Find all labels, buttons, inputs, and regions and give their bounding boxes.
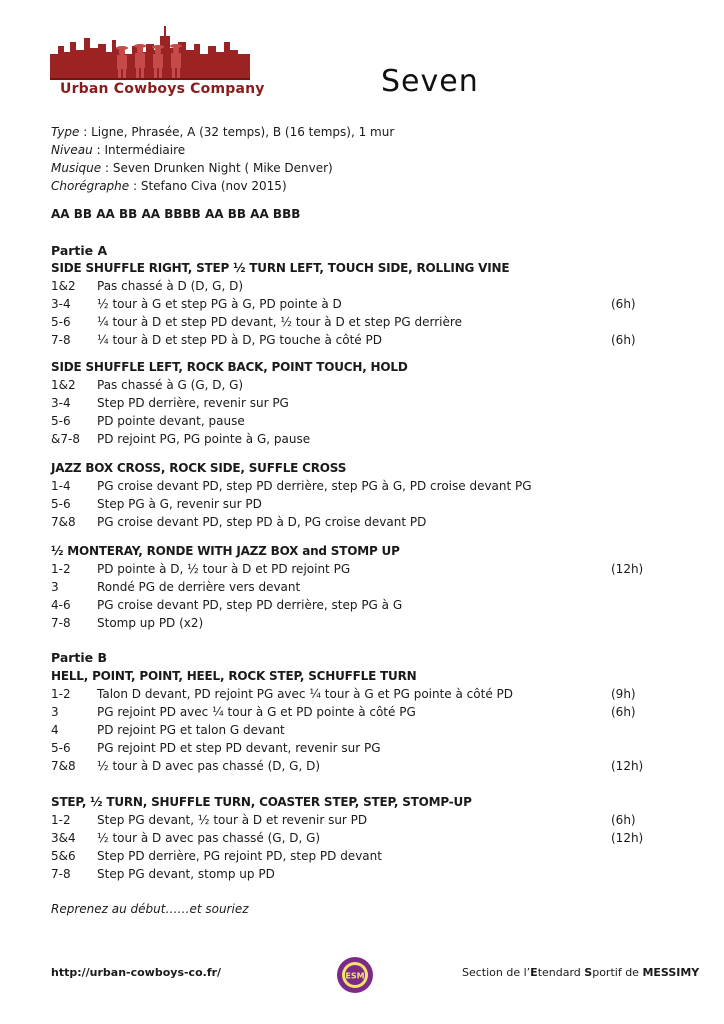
dance-sequence: AA BB AA BB AA BBBB AA BB AA BBB: [51, 207, 301, 221]
section-side-shuffle-left: [51, 358, 671, 448]
step-row: 3&4 ½ tour à D avec pas chassé (G, D, G) (12h): [51, 831, 644, 845]
section-title: SIDE SHUFFLE RIGHT, STEP ½ TURN LEFT, TOUCH SIDE, ROLLING VINE: [51, 261, 510, 275]
info-music: Musique : Seven Drunken Night ( Mike Denver): [51, 161, 333, 175]
esm-emblem: [335, 955, 375, 995]
footer-website-link[interactable]: http://urban-cowboys-co.fr/: [51, 966, 222, 979]
step-row: 5-6 Step PG à G, revenir sur PD: [51, 497, 262, 511]
esm-label: ESM: [345, 971, 365, 981]
part-a: [51, 243, 671, 349]
step-row: 1&2 Pas chassé à G (G, D, G): [51, 378, 244, 392]
step-row: 3 PG rejoint PD avec ¼ tour à G et PD pointe à côté PG (6h): [51, 705, 636, 719]
section-title: SIDE SHUFFLE LEFT, ROCK BACK, POINT TOUCH, HOLD: [51, 360, 408, 374]
step-row: 3-4 ½ tour à G et step PG à G, PD pointe à D (6h): [51, 297, 636, 311]
info-level: Niveau : Intermédiaire: [51, 143, 186, 157]
step-row: 5-6 PG rejoint PD et step PD devant, revenir sur PG: [51, 741, 381, 755]
part-b-title: Partie B: [51, 650, 108, 665]
step-row: 3 Rondé PG de derrière vers devant: [51, 580, 301, 594]
step-row: 7-8 ¼ tour à D et step PD à D, PG touche à côté PD (6h): [51, 333, 636, 347]
step-row: 5-6 ¼ tour à D et step PD devant, ½ tour à D et step PG derrière: [51, 315, 462, 329]
info-choreographer: Chorégraphe : Stefano Civa (nov 2015): [51, 179, 287, 193]
company-name: Urban Cowboys Company: [60, 81, 265, 97]
skyline-cowboys-graphic: [50, 24, 250, 80]
section-title: JAZZ BOX CROSS, ROCK SIDE, SUFFLE CROSS: [51, 461, 347, 475]
step-row: 1-2 PD pointe à D, ½ tour à D et PD rejoint PG (12h): [51, 562, 644, 576]
step-row: 7&8 PG croise devant PD, step PD à D, PG croise devant PD: [51, 515, 427, 529]
closing-note: Reprenez au début……et souriez: [51, 902, 249, 916]
section-jazz-box-cross: [51, 459, 671, 531]
step-row: 5&6 Step PD derrière, PG rejoint PD, step PD devant: [51, 849, 382, 863]
step-row: &7-8 PD rejoint PG, PG pointe à G, pause: [51, 432, 311, 446]
dance-info: [51, 123, 394, 195]
step-row: 5-6 PD pointe devant, pause: [51, 414, 245, 428]
company-logo: [50, 24, 265, 102]
step-row: 4 PD rejoint PG et talon G devant: [51, 723, 285, 737]
section-title: STEP, ½ TURN, SHUFFLE TURN, COASTER STEP, STEP, STOMP-UP: [51, 795, 472, 809]
step-row: 1-2 Talon D devant, PD rejoint PG avec ¼ tour à G et PG pointe à côté PD (9h): [51, 687, 636, 701]
step-row: 7&8 ½ tour à D avec pas chassé (D, G, D) (12h): [51, 759, 644, 773]
step-row: 4-6 PG croise devant PD, step PD derrière, step PG à G: [51, 598, 403, 612]
section-monteray: [51, 542, 671, 632]
step-row: 7-8 Stomp up PD (x2): [51, 616, 204, 630]
step-row: 1&2 Pas chassé à D (D, G, D): [51, 279, 243, 293]
step-row: 1-4 PG croise devant PD, step PD derrière, step PG à G, PD croise devant PG: [51, 479, 532, 493]
section-title: HELL, POINT, POINT, HEEL, ROCK STEP, SCHUFFLE TURN: [51, 669, 417, 683]
dance-title: Seven: [381, 64, 479, 99]
section-step-half-turn: [51, 793, 671, 883]
section-title: ½ MONTERAY, RONDE WITH JAZZ BOX and STOMP UP: [51, 544, 400, 558]
part-a-title: Partie A: [51, 243, 108, 258]
step-row: 3-4 Step PD derrière, revenir sur PG: [51, 396, 289, 410]
step-row: 1-2 Step PG devant, ½ tour à D et revenir sur PD (6h): [51, 813, 636, 827]
esm-emblem-graphic: [335, 955, 375, 995]
footer-club-name: Section de l’Etendard Sportif de MESSIMY: [462, 966, 700, 979]
info-type: Type : Ligne, Phrasée, A (32 temps), B (16 temps), 1 mur: [51, 125, 395, 139]
step-row: 7-8 Step PG devant, stomp up PD: [51, 867, 275, 881]
part-b: [51, 650, 671, 775]
